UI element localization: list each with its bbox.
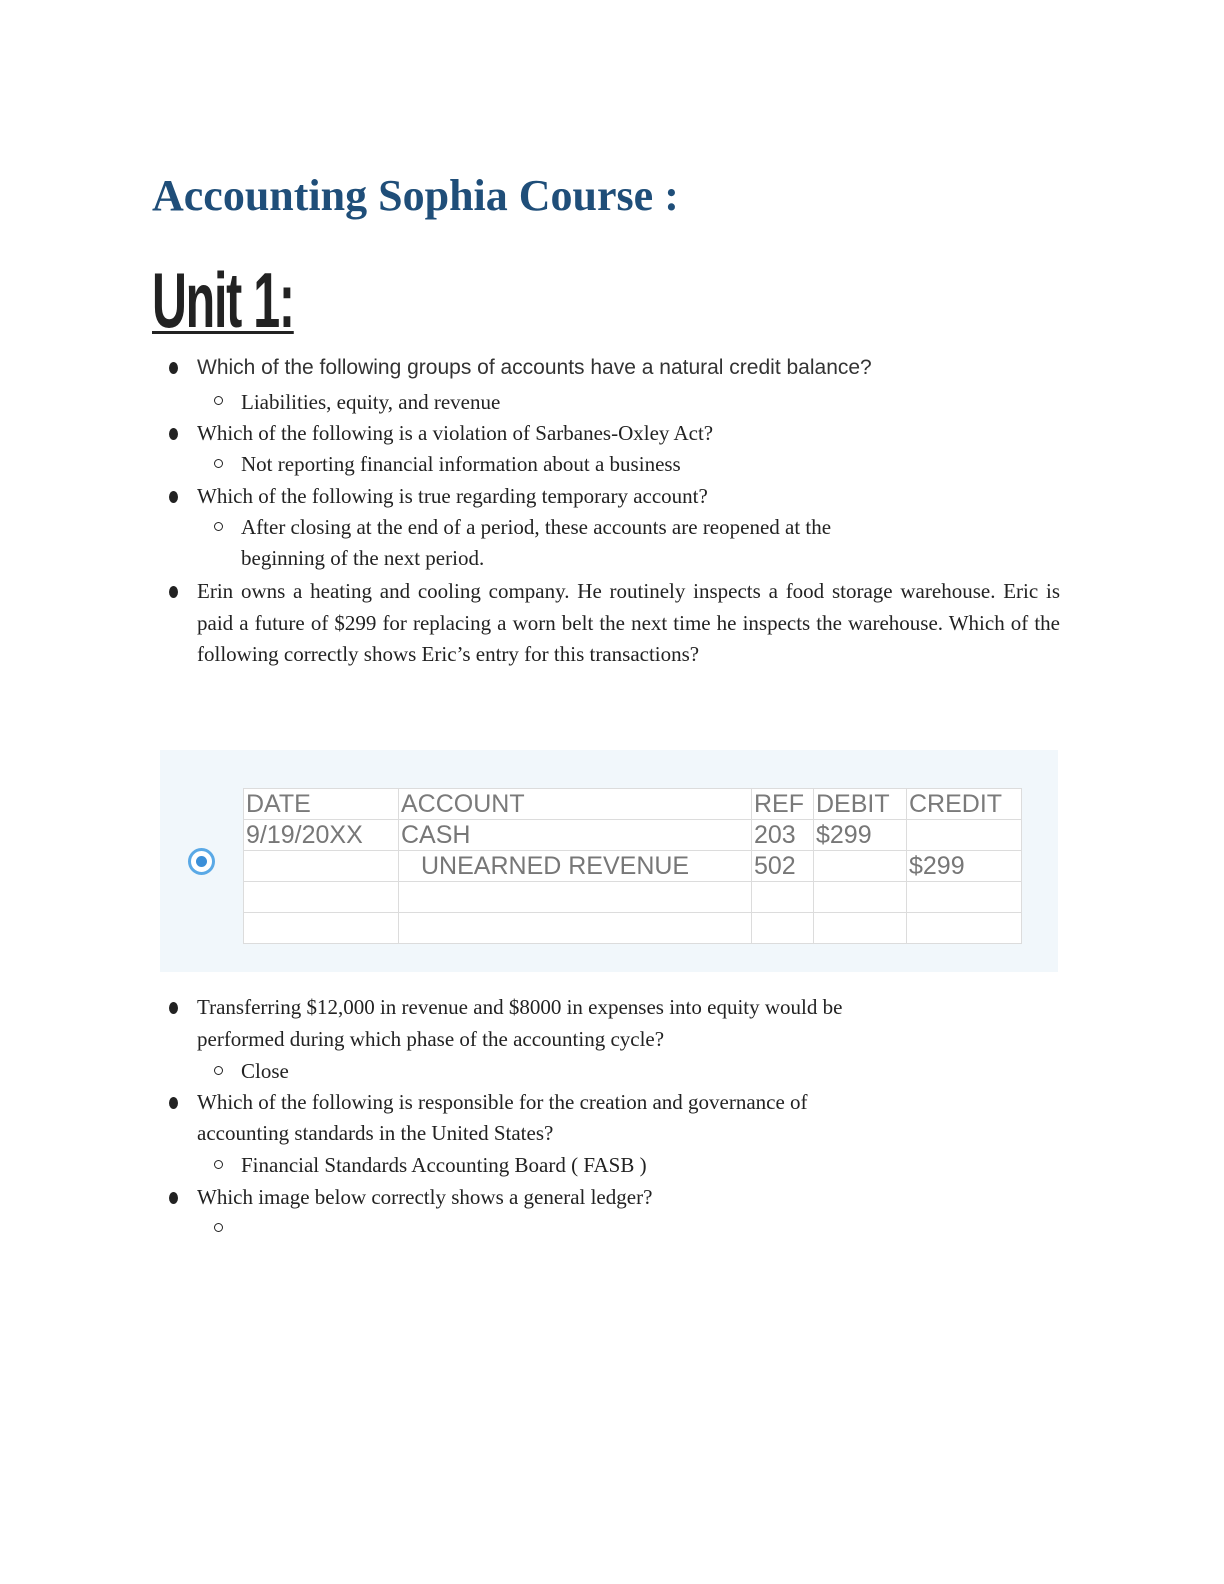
question-4: Erin owns a heating and cooling company. He routinely inspects a food storage warehouse. Eric is paid a future of $299 for replacing a worn belt the next time he inspects the warehouse. Which of the following correctly shows Eric’s entry for this transactions? xyxy=(197,579,1060,666)
bullet-icon xyxy=(169,491,178,503)
table-row-empty xyxy=(244,882,1022,913)
answer-6: Financial Standards Accounting Board ( FASB ) xyxy=(241,1153,647,1177)
cell-credit: $299 xyxy=(907,851,1022,882)
bullet-icon xyxy=(169,428,178,440)
header-debit: DEBIT xyxy=(814,789,907,820)
sub-bullet-icon xyxy=(214,522,223,531)
sub-bullet-icon xyxy=(214,1160,223,1169)
radio-selected-icon[interactable] xyxy=(188,848,215,875)
radio-dot xyxy=(196,856,207,867)
bullet-icon xyxy=(169,586,178,598)
cell-ref: 203 xyxy=(752,820,814,851)
bullet-icon xyxy=(169,1002,178,1014)
sub-bullet-icon xyxy=(214,1223,223,1232)
header-date: DATE xyxy=(244,789,399,820)
question-6-line-2: accounting standards in the United States? xyxy=(197,1121,554,1145)
question-2: Which of the following is a violation of Sarbanes-Oxley Act? xyxy=(197,421,714,445)
header-credit: CREDIT xyxy=(907,789,1022,820)
header-account: ACCOUNT xyxy=(399,789,752,820)
question-1: Which of the following groups of accounts have a natural credit balance? xyxy=(197,356,872,379)
cell-date xyxy=(244,851,399,882)
cell-account: CASH xyxy=(399,820,752,851)
question-5-line-2: performed during which phase of the accounting cycle? xyxy=(197,1027,665,1051)
journal-entry-table xyxy=(243,788,1022,944)
sub-bullet-icon xyxy=(214,1066,223,1075)
answer-5: Close xyxy=(241,1059,289,1083)
unit-heading: Unit 1: xyxy=(152,256,294,344)
question-6-line-1: Which of the following is responsible for the creation and governance of xyxy=(197,1090,808,1114)
sub-bullet-icon xyxy=(214,396,223,405)
bullet-icon xyxy=(169,362,178,374)
question-5-line-1: Transferring $12,000 in revenue and $8000 in expenses into equity would be xyxy=(197,995,843,1019)
cell-date: 9/19/20XX xyxy=(244,820,399,851)
cell-debit xyxy=(814,851,907,882)
answer-3-line-2: beginning of the next period. xyxy=(241,546,485,570)
bullet-icon xyxy=(169,1097,178,1109)
cell-ref: 502 xyxy=(752,851,814,882)
document-title: Accounting Sophia Course : xyxy=(152,171,679,220)
bullet-icon xyxy=(169,1192,178,1204)
answer-3-line-1: After closing at the end of a period, these accounts are reopened at the xyxy=(241,515,832,539)
sub-bullet-icon xyxy=(214,459,223,468)
header-ref: REF xyxy=(752,789,814,820)
cell-account: UNEARNED REVENUE xyxy=(399,851,752,882)
cell-debit: $299 xyxy=(814,820,907,851)
table-row xyxy=(244,820,1022,851)
answer-1: Liabilities, equity, and revenue xyxy=(241,390,501,414)
table-row-empty xyxy=(244,913,1022,944)
table-header-row xyxy=(244,789,1022,820)
question-7: Which image below correctly shows a general ledger? xyxy=(197,1185,653,1209)
table-row xyxy=(244,851,1022,882)
question-3: Which of the following is true regarding temporary account? xyxy=(197,484,708,508)
answer-2: Not reporting financial information about a business xyxy=(241,452,681,476)
cell-credit xyxy=(907,820,1022,851)
